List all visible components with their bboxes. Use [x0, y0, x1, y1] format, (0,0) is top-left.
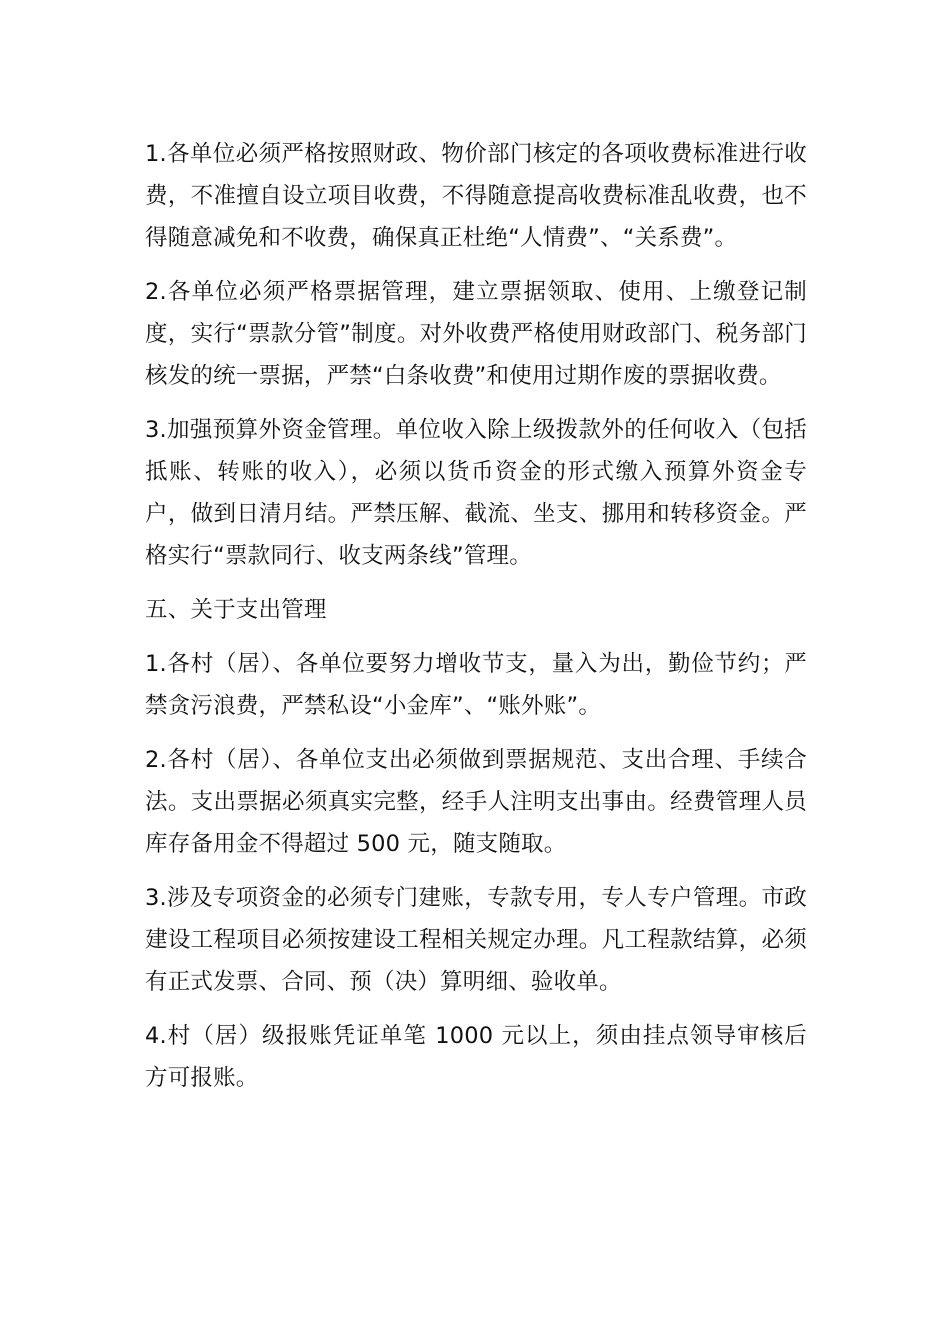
paragraph-revenue-standards: 1.各单位必须严格按照财政、物价部门核定的各项收费标准进行收费，不准擅自设立项目收费，不得随意提高收费标准乱收费，也不得随意减免和不收费，确保真正杜绝“人情费”、“关系费”。 [145, 141, 807, 251]
paragraph-special-funds: 3.涉及专项资金的必须专门建账，专款专用，专人专户管理。市政建设工程项目必须按建设工程相关规定办理。凡工程款结算，必须有正式发票、合同、预（决）算明细、验收单。 [145, 885, 807, 995]
paragraph-approval-threshold: 4.村（居）级报账凭证单笔 1000 元以上，须由挂点领导审核后方可报账。 [145, 1023, 807, 1091]
paragraph-expenditure-economy: 1.各村（居）、各单位要努力增收节支，量入为出，勤俭节约；严禁贪污浪费，严禁私设“小金库”、“账外账”。 [145, 651, 807, 719]
section-heading-expenditure: 五、关于支出管理 [145, 597, 327, 623]
paragraph-expenditure-receipts: 2.各村（居）、各单位支出必须做到票据规范、支出合理、手续合法。支出票据必须真实完整，经手人注明支出事由。经费管理人员库存备用金不得超过 500 元，随支随取。 [145, 747, 807, 857]
paragraph-extrabudgetary-funds: 3.加强预算外资金管理。单位收入除上级拨款外的任何收入（包括抵账、转账的收入），必须以货币资金的形式缴入预算外资金专户，做到日清月结。严禁压解、截流、坐支、挪用和转移资金。严格实行“票款同行、收支两条线”管理。 [145, 417, 807, 569]
document-body [145, 133, 807, 1111]
paragraph-receipt-management: 2.各单位必须严格票据管理，建立票据领取、使用、上缴登记制度，实行“票款分管”制度。对外收费严格使用财政部门、税务部门核发的统一票据，严禁“白条收费”和使用过期作废的票据收费。 [145, 279, 807, 389]
